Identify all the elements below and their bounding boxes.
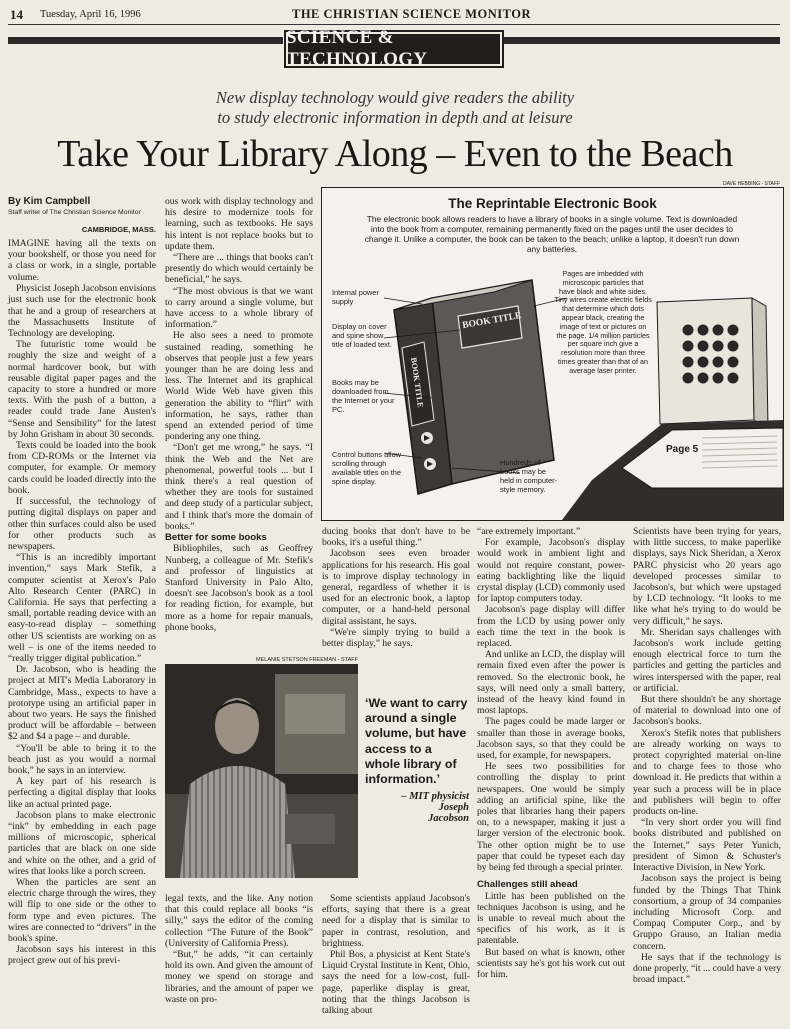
graphic-intro: The electronic book allows readers to have a library of books in a single volume. Text is downloaded into the book from a computer, remaining permanently fixed on the pages until the user decides to change it. Unlike a computer, the book can be taken to the beach; unlike a laptop, it doesn't run down any batteries.	[364, 214, 740, 254]
deck-line-2: to study electronic information in depth and at leisure	[217, 108, 573, 127]
article-paragraph: And unlike an LCD, the display will remain fixed even after the power is removed. So the electronic book, he says, will need only a small battery, instead of the heavy kind found in most laptops.	[477, 649, 625, 717]
article-paragraph: Little has been published on the techniques Jacobson is using, and he is unable to reveal much about the specifics of his work, as it is patentable.	[477, 890, 625, 947]
graphic-title: The Reprintable Electronic Book	[448, 196, 657, 211]
article-paragraph: He also sees a need to promote sustained reading, something he observes that people just a few years younger than he are doing less and less. The Internet and its graphical World Wide Web have given this generation the ability to “flirt” with information, he says, rather than spend an extended period of time pondering any one thing.	[165, 330, 313, 443]
photo-jacobson	[165, 664, 358, 878]
column-4	[477, 526, 625, 980]
pull-quote-text: ‘We want to carry around a single volume, but have access to a whole library of information.’	[365, 696, 468, 787]
article-paragraph: A key part of his research is perfecting a digital display that looks like an actual printed page.	[8, 776, 156, 810]
subheading-challenges-still-ahead: Challenges still ahead	[477, 879, 578, 891]
section-bar-left	[8, 37, 283, 44]
article-paragraph: But there shouldn't be any shortage of material to download into one of Jacobson's books.	[633, 694, 781, 728]
book-spine-title: BOOK TITLE	[409, 356, 425, 409]
article-paragraph: He sees two possibilities for controlling the display to print newspapers. One would be simply adding an artificial spine, like the poles that libraries hang their papers on, to a newspaper, making it just a larger version of the electronic book. The other option might be to use paper that could be typeset each day by being fed through a special printer.	[477, 761, 625, 874]
article-paragraph: For example, Jacobson's display would work in ambient light and would not require constant, power-eating backlighting like the liquid crystal display (LCD) commonly used for laptop computers today.	[477, 537, 625, 605]
article-paragraph: “You'll be able to bring it to the beach just as you would a normal book,” he says in an interview.	[8, 742, 156, 776]
paper-name: THE CHRISTIAN SCIENCE MONITOR	[292, 7, 531, 21]
article-paragraph: Scientists have been trying for years, with little success, to make paperlike displays, says Nick Sheridan, a Xerox PARC physicist who 20 years ago developed processes similar to Jacobson's, but which were upstaged by LCD technology. “It looks to me like what he's trying to do would be very difficult,” he says.	[633, 526, 781, 627]
section-banner	[284, 27, 504, 70]
column-5	[633, 526, 781, 985]
graphic-label-memory: Hundreds of books may be held in computer-style memory.	[500, 458, 558, 494]
article-paragraph: IMAGINE having all the texts on your bookshelf, or those you need for a class or work, in a single, portable volume.	[8, 237, 156, 283]
section-title: SCIENCE & TECHNOLOGY	[286, 27, 428, 70]
graphic-label-controls: Control buttons allow scrolling through available titles on the spine display.	[332, 450, 402, 486]
article-paragraph: Some scientists applaud Jacobson's efforts, saying that there is a great need for a display that is similar to paper in contrast, resolution, and brightness.	[322, 893, 470, 949]
page-number: 14	[10, 7, 23, 22]
column-3-top	[322, 526, 470, 649]
article-paragraph: Xerox's Stefik notes that publishers are already working on ways to protect copyrighted material on-line and to charge fees to those who download it. He predicts that within a year such a process will be in place and publishers will begin to offer products on-line.	[633, 727, 781, 818]
graphic-box	[321, 187, 784, 521]
dateline: CAMBRIDGE, MASS.	[81, 225, 156, 235]
graphic-label-download: Books may be downloaded from the Internet or your PC.	[332, 378, 395, 414]
article-paragraph: “This is an incredibly important invention,” says Mark Stefik, a computer scientist at Xerox's Palo Alto Research Center (PARC) in California. He says that perfecting a small, portable reading device with an easy-to-read display – something other US scientists are working on as well – is one of the items needed to “really trigger digital publication.”	[8, 552, 156, 664]
article-paragraph: He says that if the technology is done properly, “it ... could have a very broad impact.”	[633, 951, 781, 986]
graphic-credit: DAVE HEBBING - STAFF	[722, 181, 780, 187]
article-paragraph: Dr. Jacobson, who is heading the project at MIT's Media Laboratory in Cambridge, Mass., expects to have a prototype using an artificial paper in about two years. He says the finished product will be affordable – between $2 and $4 a page – and durable.	[8, 664, 156, 743]
deck-line-1: New display technology would give readers the ability	[215, 88, 575, 107]
article-paragraph: Jacobson sees even broader applications for his research. His goal is to improve display technology in general, regardless of whether it is used for an electronic book, a laptop computer, or a hand-held personal digital assistant, he says.	[322, 548, 470, 627]
article-paragraph: The pages could be made larger or smaller than those in average books, Jacobson says, so that they could be used, for example, for newspapers.	[477, 716, 625, 762]
article-paragraph: “There are ... things that books can't presently do which would certainly be beneficial,” he says.	[165, 252, 313, 286]
byline-name: By Kim Campbell	[8, 196, 91, 207]
column-3-bottom	[322, 893, 470, 1016]
headline: Take Your Library Along – Even to the Beach	[57, 133, 733, 175]
column-1	[8, 196, 156, 967]
graphic-label-pages: Pages are imbedded with microscopic particles that have black and white sides. Tiny wires create electric fields that determine which dots appear black, creating the image of text or pictures on the page. 1/4 million particles per square inch give a resolution more than three times greater than that of an average laser printer.	[554, 269, 652, 375]
article-paragraph: The futuristic tome would be roughly the size and weight of a normal hardcover book, but with reusable digital paper pages and the capacity to store a hundred or more texts. With the push of a button, a reader could trade Jane Austen's “Sense and Sensibility” for the latest by John Grisham in about 30 seconds.	[8, 339, 156, 440]
photo-image	[165, 664, 358, 878]
article-paragraph: “But,” he adds, “it can certainly hold its own. And given the amount of money we spend on storage and libraries, and the amount of paper we waste on pro-	[165, 949, 313, 1005]
article-paragraph: Jacobson says the project is being funded by the Things That Think consortium, a group of 34 companies including Microsoft Corp. and Compaq Computer Corp., and by Gruppo Grauso, an Italian media concern.	[633, 873, 781, 952]
pull-quote-attribution-3: Jacobson	[428, 813, 469, 825]
article-paragraph: legal texts, and the like. Any notion that this could replace all books “is silly,” says the editor of the coming collection “The Future of the Book” (University of California Press).	[165, 893, 313, 949]
column-2-bottom	[165, 893, 313, 1005]
article-paragraph: “Don't get me wrong,” he says. “I think the Web and the Net are phenomenal, powerful tools ... but I think there's a real question of whether they are tools for sustained and deep study of a particular subject, and I think that's more the domain of books.”	[165, 442, 313, 532]
article-paragraph: When the particles are sent an electric charge through the wires, they will flip to one side or the other to form type and even pictures. The wires are connected to “drivers” in the book's spine.	[8, 877, 156, 945]
column-2	[165, 196, 313, 633]
article-paragraph: Mr. Sheridan says challenges with Jacobson's work include getting enough electrical force to turn the particles and getting the particles and wires interspersed with the paper, real or artificial.	[633, 626, 781, 694]
article-paragraph: Jacobson plans to make electronic “ink” by embedding in each page millions of microscopic, spherical particles that are black on one side and white on the other, and a grid of wires that looks like a porch screen.	[8, 809, 156, 877]
article-paragraph: But based on what is known, other scientists say he's got his work cut out for him.	[477, 946, 625, 980]
pull-quote-attribution-1: – MIT physicist	[401, 791, 469, 803]
page-label: Page 5	[666, 444, 699, 455]
article-paragraph: ous work with display technology and his desire to modernize tools for learning, such as textbooks. He says his intent is not replace books but to update them.	[165, 196, 313, 252]
article-paragraph: ducing books that don't have to be books, it's a useful thing.”	[322, 526, 470, 549]
issue-date: Tuesday, April 16, 1996	[40, 9, 141, 20]
article-paragraph: Jacobson says his interest in this project grew out of his previ-	[8, 944, 156, 967]
article-paragraph: Physicist Joseph Jacobson envisions just such use for the electronic book that he and a group of researchers at the Massachusetts Institute of Technology are developing.	[8, 283, 156, 340]
graphic-label-power: Internal power supply	[332, 288, 379, 306]
article-paragraph: “are extremely important.”	[477, 526, 581, 537]
byline-role: Staff writer of The Christian Science Monitor	[8, 209, 141, 217]
article-paragraph: “The most obvious is that we want to carry around a single volume, but have access to a whole library of information.”	[165, 285, 313, 331]
article-paragraph: “We're simply trying to build a better display,” he says.	[322, 626, 470, 650]
book-cover-title: BOOK TITLE	[461, 310, 523, 332]
article-paragraph: If successful, the technology of putting digital displays on paper and other thin surfaces could also be used for other products such as newspapers.	[8, 496, 156, 552]
article-paragraph: Phil Bos, a physicist at Kent State's Liquid Crystal Institute in Kent, Ohio, says the need for a low-cost, full-page, paperlike display is great, noting that the things Jacobson is talking about	[322, 949, 470, 1017]
graphic-label-display: Display on cover and spine show title of loaded text.	[332, 322, 392, 349]
pull-quote	[365, 696, 469, 824]
section-bar-right	[502, 37, 780, 44]
article-paragraph: Bibliophiles, such as Geoffrey Nunberg, a colleague of Mr. Stefik's and professor of linguistics at Stanford University in Palo Alto, doesn't see Jacobson's book as a tool for reading fiction, for example, but more as a home for repair manuals, phone books,	[165, 543, 313, 633]
photo-credit: MELANIE STETSON FREEMAN - STAFF	[256, 657, 358, 663]
pull-quote-attribution-2: Joseph	[438, 802, 469, 814]
article-paragraph: Jacobson's page display will differ from the LCD by using power only each time the text in the book is replaced.	[477, 604, 625, 650]
subheading-better-for-some-books: Better for some books	[165, 532, 267, 544]
masthead-rule	[8, 24, 780, 25]
article-paragraph: “In very short order you will find books distributed and published on the Internet,” says Peter Yunich, president of Simon & Schuster's Interactive Division, in New York.	[633, 817, 781, 874]
article-paragraph: Texts could be loaded into the book from CD-ROMs or the Internet via computer, for example. Or memory cards could be loaded directly into the book.	[8, 440, 156, 496]
